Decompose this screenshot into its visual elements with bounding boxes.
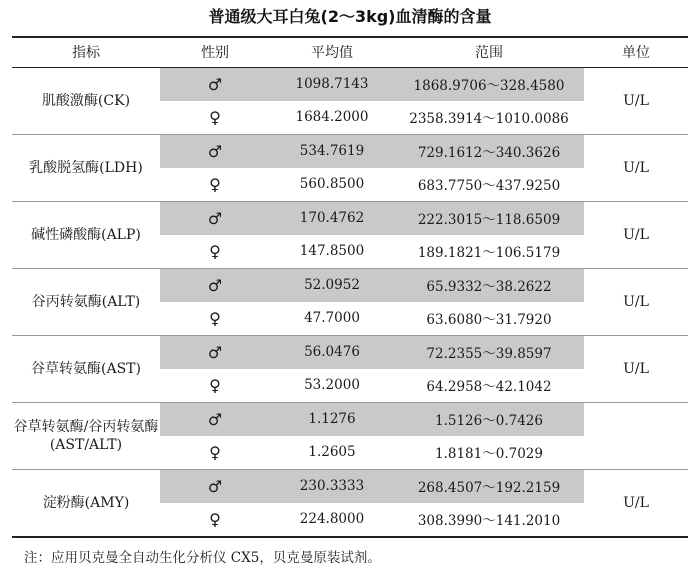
header-mean: 平均值 <box>270 37 394 67</box>
sex-male-cell <box>160 268 270 302</box>
female-symbol-icon: ♀ <box>209 241 221 261</box>
table-row <box>12 469 688 503</box>
sex-male-cell <box>160 335 270 369</box>
range-value: 63.6080～31.7920 <box>394 302 584 336</box>
mean-value: 230.3333 <box>270 469 394 503</box>
female-symbol-icon: ♀ <box>209 308 221 328</box>
table-row <box>12 335 688 369</box>
unit-value <box>584 402 688 469</box>
serum-enzyme-table <box>12 36 688 538</box>
range-value: 1.5126～0.7426 <box>394 402 584 436</box>
female-symbol-icon: ♀ <box>209 375 221 395</box>
table-row <box>12 134 688 168</box>
mean-value: 147.8500 <box>270 235 394 269</box>
mean-value: 47.7000 <box>270 302 394 336</box>
unit-value: U/L <box>584 67 688 134</box>
unit-value: U/L <box>584 268 688 335</box>
sex-female-cell <box>160 302 270 336</box>
male-symbol-icon: ♂ <box>207 74 223 94</box>
indicator-name: 淀粉酶(AMY) <box>12 469 160 537</box>
male-symbol-icon: ♂ <box>207 275 223 295</box>
indicator-name: 谷草转氨酶(AST) <box>12 335 160 402</box>
female-symbol-icon: ♀ <box>209 509 221 529</box>
range-value: 72.2355～39.8597 <box>394 335 584 369</box>
range-value: 268.4507～192.2159 <box>394 469 584 503</box>
male-symbol-icon: ♂ <box>207 476 223 496</box>
sex-female-cell <box>160 503 270 537</box>
sex-male-cell <box>160 67 270 101</box>
indicator-name: 肌酸激酶(CK) <box>12 67 160 134</box>
table-row <box>12 402 688 436</box>
mean-value: 1.2605 <box>270 436 394 470</box>
table-row <box>12 67 688 101</box>
indicator-name: 谷丙转氨酶(ALT) <box>12 268 160 335</box>
male-symbol-icon: ♂ <box>207 409 223 429</box>
mean-value: 534.7619 <box>270 134 394 168</box>
indicator-name: 谷草转氨酶/谷丙转氨酶(AST/ALT) <box>12 402 160 469</box>
range-value: 1.8181～0.7029 <box>394 436 584 470</box>
sex-male-cell <box>160 469 270 503</box>
table-row <box>12 201 688 235</box>
sex-female-cell <box>160 235 270 269</box>
range-value: 189.1821～106.5179 <box>394 235 584 269</box>
female-symbol-icon: ♀ <box>209 174 221 194</box>
male-symbol-icon: ♂ <box>207 342 223 362</box>
male-symbol-icon: ♂ <box>207 208 223 228</box>
table-row <box>12 268 688 302</box>
unit-value: U/L <box>584 134 688 201</box>
sex-male-cell <box>160 134 270 168</box>
unit-value: U/L <box>584 335 688 402</box>
table-header-row <box>12 37 688 67</box>
mean-value: 1098.7143 <box>270 67 394 101</box>
range-value: 64.2958～42.1042 <box>394 369 584 403</box>
range-value: 729.1612～340.3626 <box>394 134 584 168</box>
range-value: 65.9332～38.2622 <box>394 268 584 302</box>
sex-female-cell <box>160 369 270 403</box>
indicator-name: 乳酸脱氢酶(LDH) <box>12 134 160 201</box>
female-symbol-icon: ♀ <box>209 107 221 127</box>
header-sex: 性别 <box>160 37 270 67</box>
unit-value: U/L <box>584 469 688 537</box>
page-title: 普通级大耳白兔(2～3kg)血清酶的含量 <box>208 7 492 26</box>
range-value: 222.3015～118.6509 <box>394 201 584 235</box>
mean-value: 52.0952 <box>270 268 394 302</box>
mean-value: 170.4762 <box>270 201 394 235</box>
sex-male-cell <box>160 201 270 235</box>
sex-male-cell <box>160 402 270 436</box>
header-unit: 单位 <box>584 37 688 67</box>
range-value: 683.7750～437.9250 <box>394 168 584 202</box>
sex-female-cell <box>160 101 270 135</box>
header-indicator: 指标 <box>12 37 160 67</box>
mean-value: 1684.2000 <box>270 101 394 135</box>
female-symbol-icon: ♀ <box>209 442 221 462</box>
range-value: 2358.3914～1010.0086 <box>394 101 584 135</box>
mean-value: 56.0476 <box>270 335 394 369</box>
mean-value: 53.2000 <box>270 369 394 403</box>
male-symbol-icon: ♂ <box>207 141 223 161</box>
range-value: 1868.9706～328.4580 <box>394 67 584 101</box>
indicator-name: 碱性磷酸酶(ALP) <box>12 201 160 268</box>
mean-value: 1.1276 <box>270 402 394 436</box>
mean-value: 560.8500 <box>270 168 394 202</box>
sex-female-cell <box>160 436 270 470</box>
mean-value: 224.8000 <box>270 503 394 537</box>
table-footnote: 注：应用贝克曼全自动生化分析仪 CX5，贝克曼原装试剂。 <box>24 550 381 566</box>
range-value: 308.3990～141.2010 <box>394 503 584 537</box>
unit-value: U/L <box>584 201 688 268</box>
header-range: 范围 <box>394 37 584 67</box>
sex-female-cell <box>160 168 270 202</box>
